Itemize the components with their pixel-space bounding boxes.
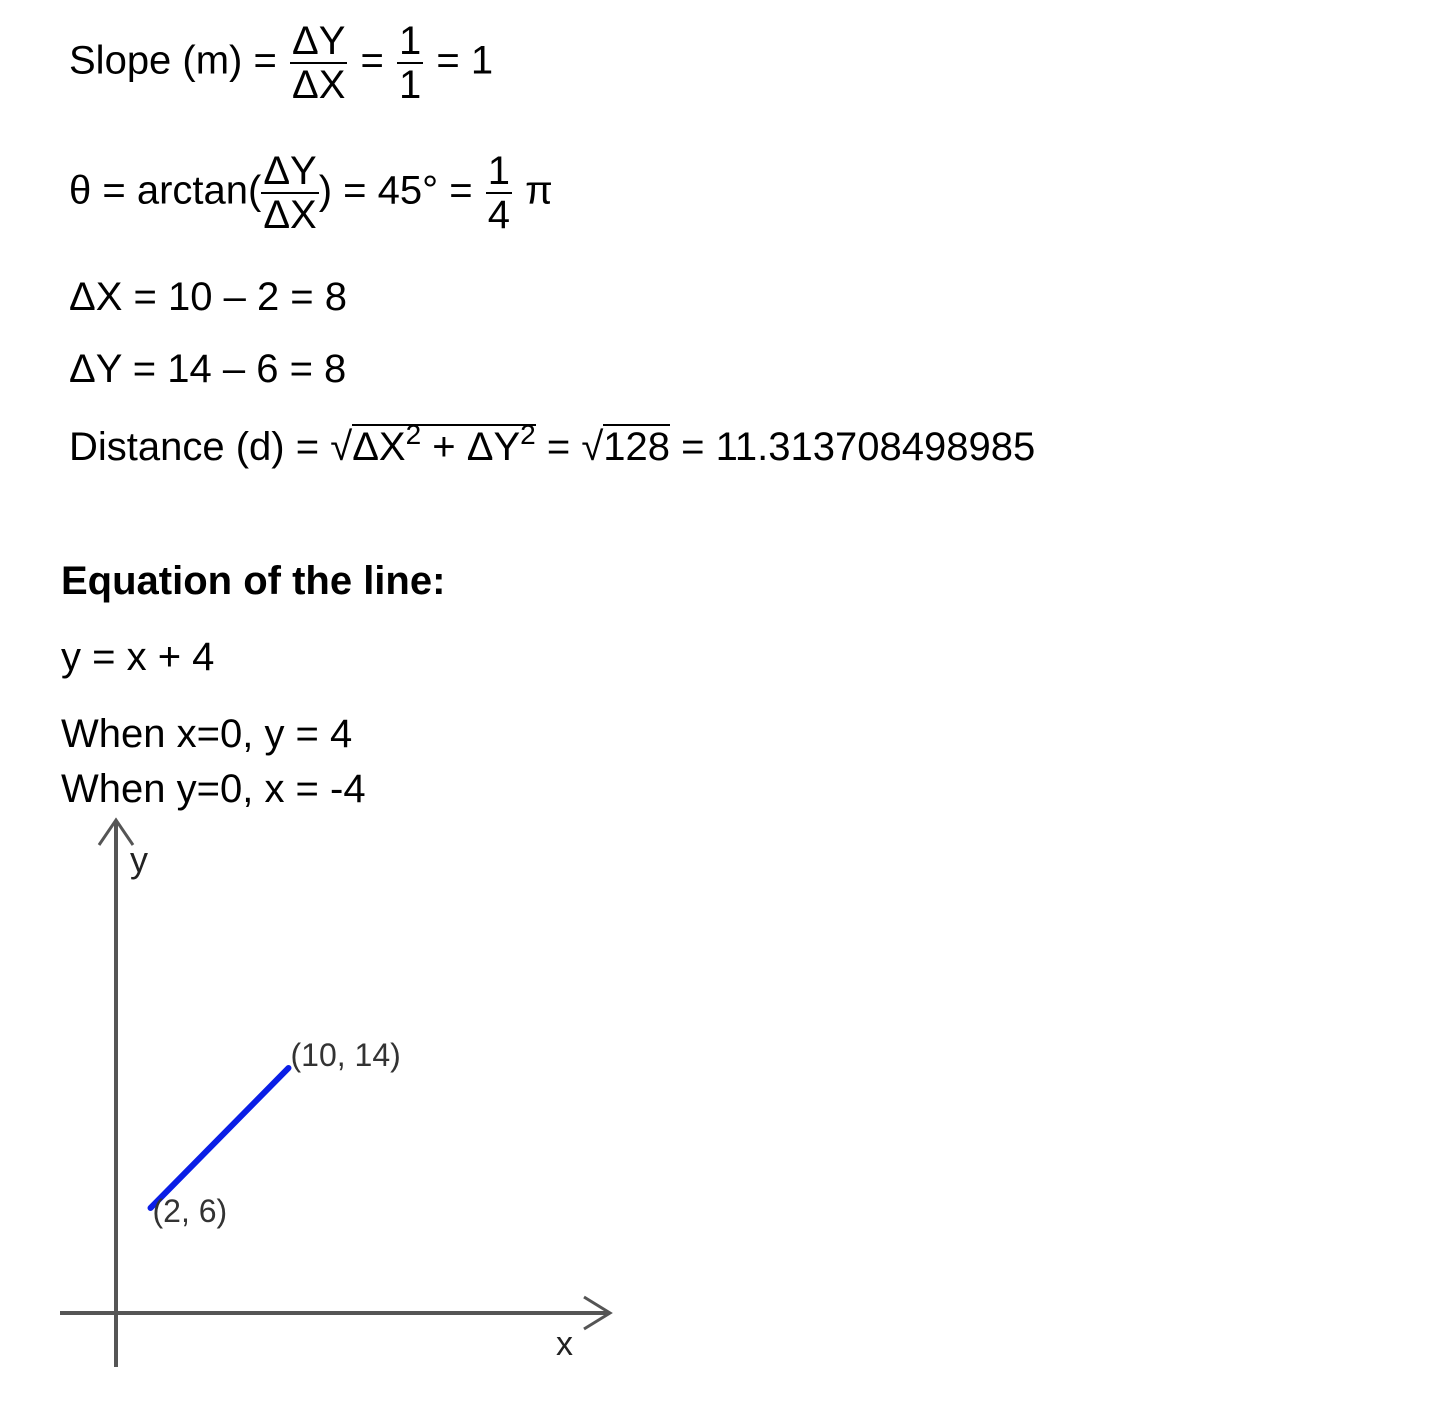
slope-fraction-delta (290, 20, 347, 106)
slope-formula (69, 20, 493, 106)
x-intercept-text: When y=0, x = -4 (61, 767, 366, 811)
radical-sign-value: √ (581, 425, 604, 469)
distance-radicand-value: 128 (603, 425, 671, 469)
theta-fraction-delta-numerator: ΔY (263, 149, 317, 193)
theta-prefix: θ = arctan( (69, 168, 262, 213)
line-segment (151, 1068, 289, 1208)
slope-result: = 1 (436, 38, 494, 83)
slope-fraction-value-denominator: 1 (399, 63, 422, 107)
radicand-term-dx: ΔX (352, 425, 406, 469)
theta-fraction-delta (261, 150, 318, 236)
slope-fraction-value-numerator: 1 (399, 19, 422, 63)
theta-formula (69, 150, 553, 236)
line-equation-heading: Equation of the line: (61, 559, 446, 603)
x-axis-label: x (556, 1325, 573, 1363)
line-equation: y = x + 4 (61, 635, 215, 679)
theta-suffix: π (525, 168, 553, 213)
slope-prefix: Slope (m) = (69, 38, 277, 83)
distance-prefix: Distance (d) = (69, 425, 320, 469)
distance-radical-value (581, 425, 670, 469)
theta-fraction-pi-denominator: 4 (487, 193, 510, 237)
distance-result: = 11.313708498985 (670, 425, 1036, 469)
delta-y-formula: ΔY = 14 – 6 = 8 (69, 347, 347, 391)
slope-fraction-value (397, 20, 423, 106)
point-label-start: (2, 6) (152, 1193, 228, 1229)
radical-sign: √ (330, 425, 353, 469)
distance-radical (330, 419, 536, 469)
y-intercept-text: When x=0, y = 4 (61, 712, 353, 756)
delta-x-formula: ΔX = 10 – 2 = 8 (69, 275, 348, 319)
radicand-term-dy: ΔY (466, 425, 521, 469)
radicand-exponent-dy: 2 (520, 419, 536, 450)
line-graph (0, 810, 640, 1380)
y-axis-label: y (130, 839, 148, 880)
slope-equals: = (360, 38, 384, 83)
radicand-exponent-dx: 2 (405, 419, 422, 450)
theta-fraction-delta-denominator: ΔX (263, 193, 317, 237)
theta-middle: ) = 45° = (318, 168, 473, 213)
theta-fraction-pi (486, 150, 512, 236)
slope-fraction-delta-numerator: ΔY (291, 19, 346, 63)
slope-fraction-delta-denominator: ΔX (291, 63, 346, 107)
distance-radicand (352, 419, 536, 469)
point-label-end: (10, 14) (290, 1037, 401, 1073)
distance-equals: = (535, 425, 582, 469)
radicand-plus: + (421, 425, 467, 469)
distance-formula (69, 419, 1036, 470)
theta-fraction-pi-numerator: 1 (487, 149, 510, 193)
